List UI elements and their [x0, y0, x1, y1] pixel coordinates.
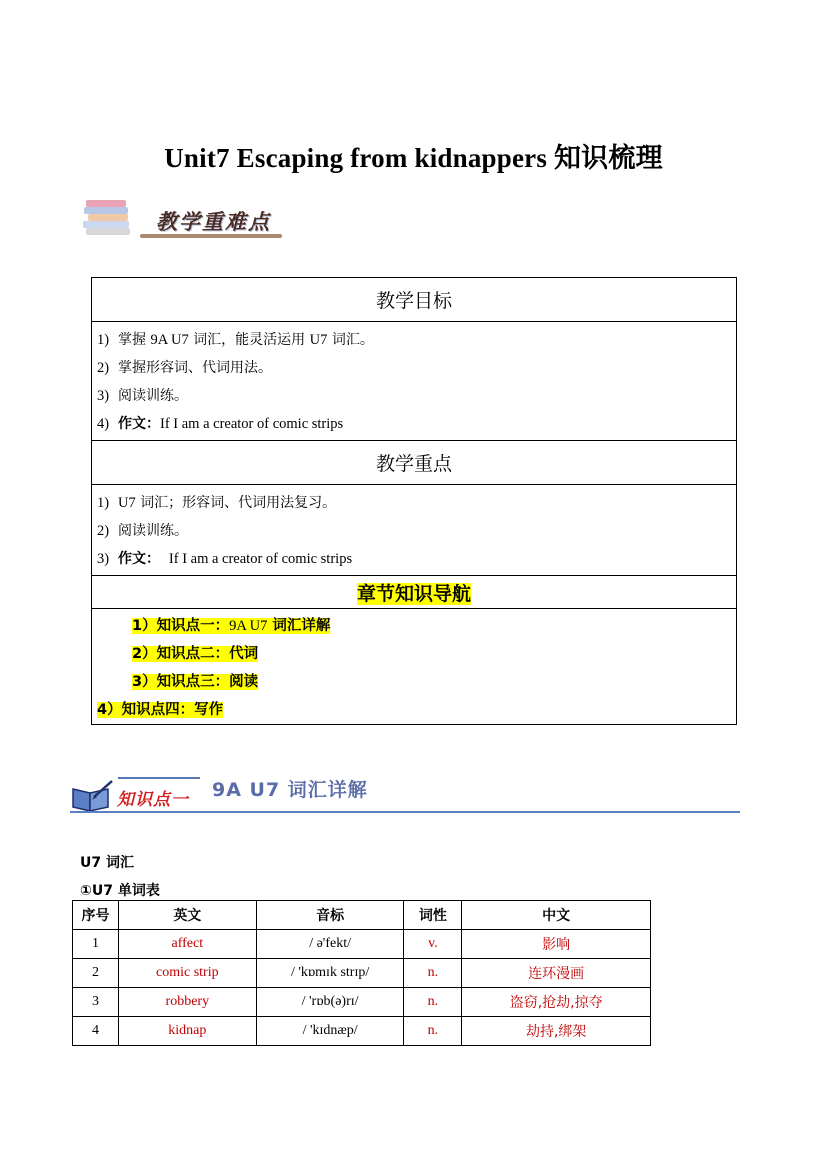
cell-no: 4: [73, 1017, 119, 1046]
cell-chinese: 影响: [462, 930, 651, 959]
cell-english: robbery: [118, 988, 256, 1017]
cell-english: comic strip: [118, 959, 256, 988]
section-underline: [140, 234, 282, 238]
stacked-books-icon: [82, 196, 134, 238]
chapter-nav-header: 章节知识导航: [92, 576, 737, 609]
keypoints-list: [92, 485, 737, 576]
chapter-nav-list: [92, 609, 737, 725]
list-item: 2) 阅读训练。: [97, 523, 188, 539]
table-row: [73, 988, 651, 1017]
cell-phonetic: / ə'fekt/: [256, 930, 404, 959]
list-item: 4) 作文：If I am a creator of comic strips: [97, 416, 344, 432]
cell-no: 1: [73, 930, 119, 959]
table-header-row: [73, 901, 651, 930]
vocab-list-title: ①U7 单词表: [80, 883, 160, 899]
vocab-table: [72, 900, 651, 1046]
cell-chinese: 连环漫画: [462, 959, 651, 988]
page-title: Unit7 Escaping from kidnappers 知识梳理: [164, 143, 663, 173]
nav-item: 4）知识点四：写作: [97, 702, 224, 718]
list-item: 1) U7 词汇；形容词、代词用法复习。: [97, 495, 337, 511]
objectives-header: 教学目标: [92, 278, 737, 322]
cell-no: 3: [73, 988, 119, 1017]
cell-pos: v.: [404, 930, 462, 959]
cell-phonetic: / 'kɪdnæp/: [256, 1017, 404, 1046]
cell-chinese: 盗窃,抢劫,掠夺: [462, 988, 651, 1017]
nav-item: 3）知识点三：阅读: [132, 674, 259, 690]
section-title: 9A U7 词汇详解: [212, 779, 368, 801]
section-rule: [70, 811, 740, 813]
list-item: 2) 掌握形容词、代词用法。: [97, 360, 272, 376]
cell-phonetic: / 'kɒmɪk strɪp/: [256, 959, 404, 988]
cell-pos: n.: [404, 988, 462, 1017]
teaching-overview-table: [91, 277, 737, 725]
cell-pos: n.: [404, 1017, 462, 1046]
col-header: 音标: [256, 901, 404, 930]
cell-english: kidnap: [118, 1017, 256, 1046]
col-header: 词性: [404, 901, 462, 930]
cell-english: affect: [118, 930, 256, 959]
section-label: 教学重难点: [156, 210, 271, 234]
list-item: 3) 作文： If I am a creator of comic strips: [97, 551, 353, 567]
cell-phonetic: / 'rɒb(ə)rɪ/: [256, 988, 404, 1017]
section-header-teaching-focus: [80, 193, 290, 243]
section-top-line: [118, 777, 200, 779]
list-item: 1) 掌握 9A U7 词汇，能灵活运用 U7 词汇。: [97, 332, 374, 348]
table-row: [73, 1017, 651, 1046]
vocab-heading: U7 词汇: [80, 855, 134, 871]
table-row: [73, 930, 651, 959]
list-item: 3) 阅读训练。: [97, 388, 188, 404]
table-row: [73, 959, 651, 988]
cell-pos: n.: [404, 959, 462, 988]
cell-chinese: 劫持,绑架: [462, 1017, 651, 1046]
nav-item: 2）知识点二：代词: [132, 646, 259, 662]
col-header: 英文: [118, 901, 256, 930]
section-label: 知识点一: [117, 790, 189, 810]
cell-no: 2: [73, 959, 119, 988]
nav-item: 1）知识点一：9A U7 词汇详解: [132, 618, 331, 634]
objectives-list: [92, 322, 737, 441]
col-header: 中文: [462, 901, 651, 930]
section-header-knowledge-1: [70, 773, 740, 815]
open-book-pen-icon: [70, 779, 114, 813]
keypoints-header: 教学重点: [92, 441, 737, 485]
col-header: 序号: [73, 901, 119, 930]
